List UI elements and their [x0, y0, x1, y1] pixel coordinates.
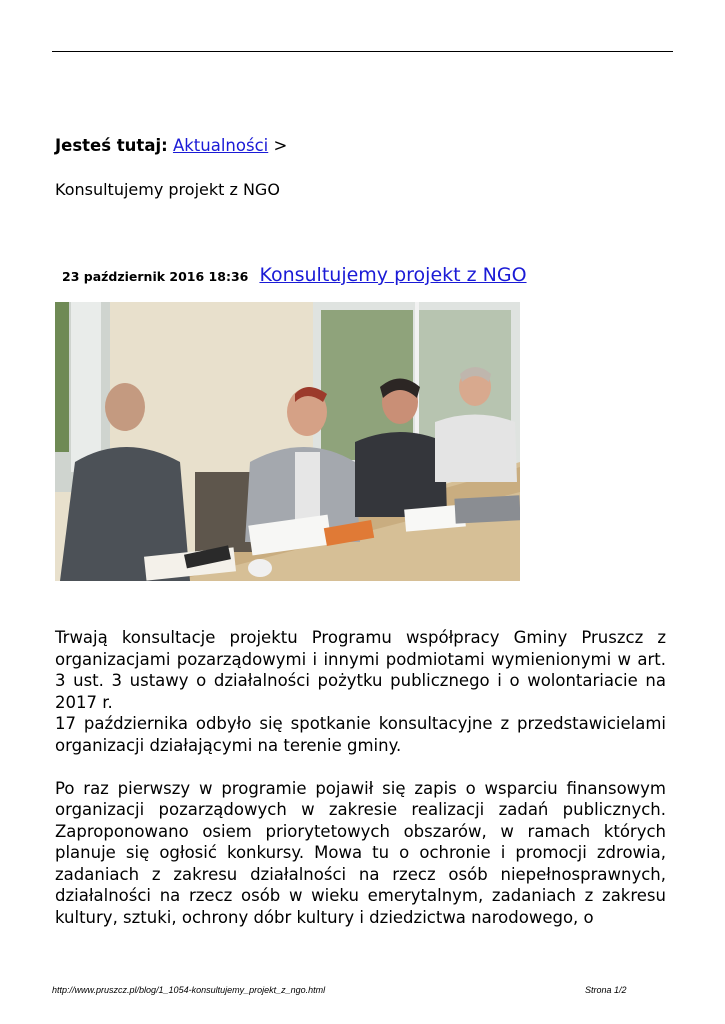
article-paragraph-1: Trwają konsultacje projektu Programu współpracy Gminy Pruszcz z organizacjami pozarządowymi i innymi podmiotami wymienionymi w art. 3 ust. 3 ustawy o działalności pożytku publicznego i o wolontariacie na 2017 r.	[55, 628, 666, 712]
footer-url: http://www.pruszcz.pl/blog/1_1054-konsultujemy_projekt_z_ngo.html	[52, 985, 326, 995]
breadcrumb	[55, 136, 287, 155]
article-body	[55, 627, 666, 928]
article-paragraph-3: Po raz pierwszy w programie pojawił się zapis o wsparciu finansowym organizacji pozarządowych w zakresie realizacji zadań publicznych. Zaproponowano osiem priorytetowych obszarów, w ramach których planuje się ogłosić konkursy. Mowa tu o ochronie i promocji zdrowia, zadaniach z zakresu działalności na rzecz osób niepełnosprawnych, działalności na rzecz osób w wieku emerytalnym, zadaniach z zakresu kultury, sztuki, ochrony dóbr kultury i dziedzictwa narodowego, o	[55, 778, 666, 927]
breadcrumb-link-aktualnosci[interactable]: Aktualności	[172, 136, 269, 155]
article-meta	[62, 264, 527, 286]
article-date: 23 październik 2016 18:36	[62, 269, 249, 284]
breadcrumb-label: Jesteś tutaj:	[55, 136, 168, 155]
article-title-link[interactable]: Konsultujemy projekt z NGO	[259, 264, 527, 286]
footer-page-number: Strona 1/2	[585, 985, 627, 995]
header-rule	[52, 51, 673, 52]
page-title: Konsultujemy projekt z NGO	[55, 180, 280, 199]
article-paragraph-2: 17 października odbyło się spotkanie konsultacyjne z przedstawicielami organizacji działającymi na terenie gminy.	[55, 714, 666, 755]
breadcrumb-separator: >	[273, 136, 288, 155]
article-photo	[55, 302, 520, 581]
